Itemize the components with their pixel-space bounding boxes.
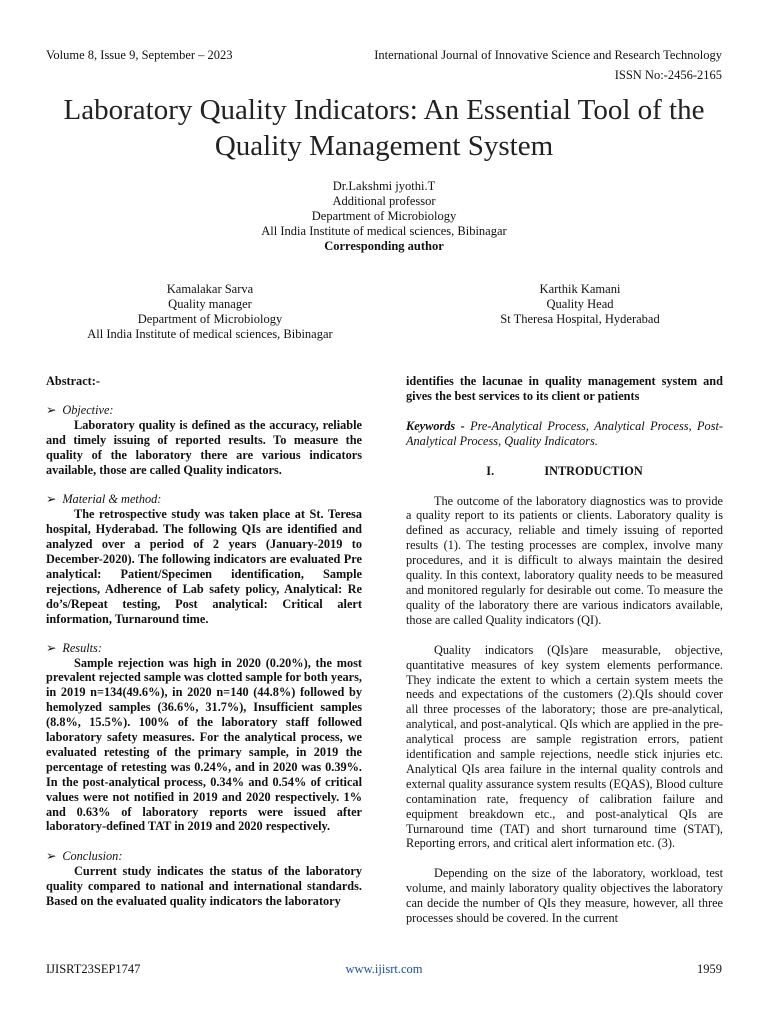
- website-link[interactable]: www.ijisrt.com: [345, 962, 423, 976]
- abstract-heading: Abstract:-: [46, 374, 100, 388]
- coauthor-inst: All India Institute of medical sciences, Bibinagar: [87, 327, 333, 341]
- section-heading-intro: [406, 464, 723, 479]
- author-role: Additional professor: [332, 194, 436, 208]
- objective-text: Laboratory quality is defined as the accuracy, reliable and timely issuing of reported results. To measure the quality of the laboratory there are various indicators available, those are called Quality indicators.: [46, 417, 362, 477]
- section-number: I.: [486, 463, 495, 478]
- footer-article-id: IJISRT23SEP1747: [46, 962, 141, 976]
- keywords: [406, 419, 723, 449]
- issn: ISSN No:-2456-2165: [614, 68, 722, 82]
- right-column: [406, 374, 723, 926]
- coauthor-inst: St Theresa Hospital, Hyderabad: [500, 312, 660, 326]
- intro-paragraph-2: Quality indicators (QIs)are measurable, objective, quantitative measures of key system elements performance. They indicate the extent to which a certain system meets the needs and expectations of the customers (2).QIs should cover all three processes of the laboratory; those are pre-analytical, analytical, and post-analytical. QIs which are applied in the pre-analytical process are sample registration errors, patient identification and sample rejections, needle stick injuries etc. Analytical QIs area failure in the internal quality controls and external quality assurance system results (EQAS), Blood culture contamination rate, frequency of calibration failure and equipment breakdown etc., and post-analytical QIs are Turnaround time (TAT) and short turnaround time (STAT), Reporting errors, and critical alert information etc. (3).: [406, 642, 723, 851]
- running-header-left: Volume 8, Issue 9, September – 2023: [46, 48, 233, 62]
- author-block-left: [70, 282, 350, 342]
- title-line-1: Laboratory Quality Indicators: An Essential Tool of the: [63, 94, 705, 126]
- coauthor-role: Quality Head: [546, 297, 614, 311]
- conclusion-continued: identifies the lacunae in quality management system and gives the best services to its client or patients: [406, 374, 723, 403]
- author-block-right: [450, 282, 710, 327]
- title-line-2: Quality Management System: [214, 130, 554, 162]
- coauthor-role: Quality manager: [168, 297, 252, 311]
- method-text: The retrospective study was taken place at St. Teresa hospital, Hyderabad. The following QIs are identified and analyzed over a period of 2 years (January-2019 to December-2020). The following indicators are evaluated Pre analytical: Patient/Specimen identification, Sample rejections, Adherence of Lab safety policy, Analytical: Re do’s/Repeat testing, Post analytical: Critical alert information, Turnaround time.: [46, 507, 362, 626]
- keywords-label: Keywords -: [406, 418, 465, 433]
- keywords-text: Pre-Analytical Process, Analytical Process, Post-Analytical Process, Quality Indicators.: [406, 418, 723, 448]
- results-label: ➢ Results:: [46, 641, 362, 656]
- running-header-right: International Journal of Innovative Science and Research Technology: [374, 48, 722, 62]
- section-title: INTRODUCTION: [544, 463, 643, 478]
- coauthor-dept: Department of Microbiology: [137, 312, 283, 326]
- method-label: ➢ Material & method:: [46, 492, 362, 507]
- results-text: Sample rejection was high in 2020 (0.20%), the most prevalent rejected sample was clotted sample for both years, in 2019 n=134(49.6%), in 2020 n=140 (44.8%) followed by hemolyzed samples (36.6%, 31.7%), Insufficient samples (8.8%, 15.5%). 100% of the laboratory staff followed laboratory safety measures. For the analytical process, we evaluated retesting of the primary sample, in 2019 the percentage of retesting was 0.24%, and in 2020 was 0.39%. In the post-analytical process, 0.34% and 0.54% of critical values were not notified in 2019 and 2020 respectively. 1% and 0.63% of laboratory reports were issued after laboratory-defined TAT in 2019 and 2020 respectively.: [46, 655, 362, 834]
- coauthor-name: Karthik Kamani: [539, 282, 621, 296]
- author-inst: All India Institute of medical sciences, Bibinagar: [261, 224, 507, 238]
- footer-website: [0, 962, 768, 977]
- intro-paragraph-3: Depending on the size of the laboratory, workload, test volume, and mainly laboratory quality objectives the laboratory can decide the number of QIs they measure, however, all three processes should be covered. In the current: [406, 866, 723, 926]
- corresponding-author-note: Corresponding author: [324, 239, 444, 253]
- coauthor-name: Kamalakar Sarva: [166, 282, 254, 296]
- footer-page-number: 1959: [697, 962, 722, 976]
- objective-label: ➢ Objective:: [46, 403, 362, 418]
- paper-title: [20, 92, 748, 164]
- conclusion-label: ➢ Conclusion:: [46, 849, 362, 864]
- author-block-main: [0, 179, 768, 254]
- intro-paragraph-1: The outcome of the laboratory diagnostics was to provide a quality report to its patients or clients. Laboratory quality is defined as accuracy, reliable and timely issuing of reported results (1). The testing processes are complex, involve many procedures, and it is difficult to always maintain the desired quality. In this context, laboratory quality needs to be measured and monitored regularly for desirable out come. To measure the quality of the laboratory there are various indicators available, those are called Quality indicators (QI).: [406, 493, 723, 627]
- abstract-column: [46, 374, 362, 909]
- conclusion-text: Current study indicates the status of the laboratory quality compared to national and international standards. Based on the evaluated quality indicators the laboratory: [46, 864, 362, 909]
- author-name: Dr.Lakshmi jyothi.T: [332, 179, 436, 193]
- author-dept: Department of Microbiology: [311, 209, 457, 223]
